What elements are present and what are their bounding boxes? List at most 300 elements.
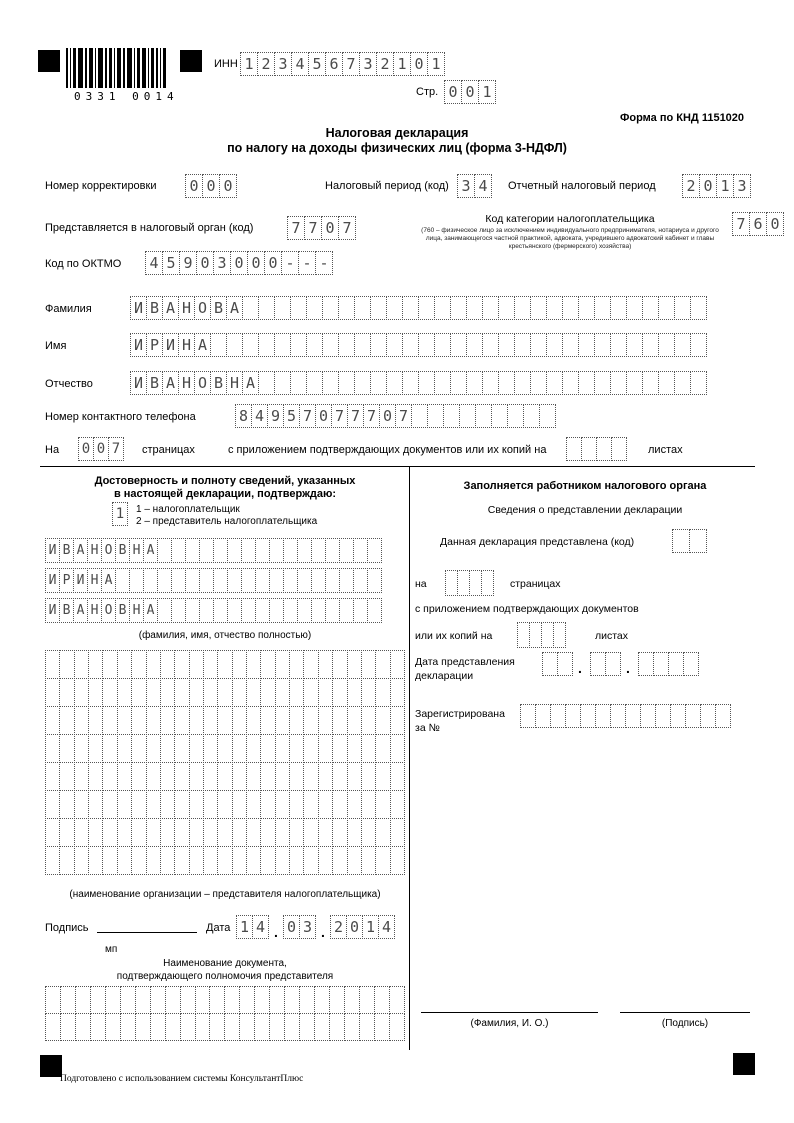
char-cell[interactable] [550, 704, 566, 728]
organization-name-row[interactable] [45, 706, 405, 735]
char-cell[interactable] [498, 296, 515, 320]
char-cell[interactable] [260, 790, 275, 819]
char-cell[interactable] [303, 762, 318, 791]
char-cell[interactable]: - [298, 251, 316, 275]
char-cell[interactable] [375, 818, 390, 847]
char-cell[interactable] [258, 371, 275, 395]
confirm-fio-line2-input[interactable] [45, 568, 382, 593]
oktmo-input[interactable] [145, 251, 333, 275]
char-cell[interactable] [59, 650, 74, 679]
char-cell[interactable] [626, 296, 643, 320]
char-cell[interactable]: 1 [478, 80, 496, 104]
char-cell[interactable] [160, 734, 175, 763]
char-cell[interactable] [174, 650, 189, 679]
char-cell[interactable] [102, 678, 117, 707]
char-cell[interactable] [347, 762, 362, 791]
char-cell[interactable] [353, 568, 368, 593]
char-cell[interactable] [318, 650, 333, 679]
char-cell[interactable] [329, 1013, 345, 1041]
char-cell[interactable] [283, 598, 298, 623]
char-cell[interactable] [498, 371, 515, 395]
char-cell[interactable] [332, 818, 347, 847]
char-cell[interactable]: И [162, 333, 179, 357]
name-input[interactable] [130, 333, 707, 357]
char-cell[interactable] [332, 706, 347, 735]
char-cell[interactable] [386, 371, 403, 395]
char-cell[interactable] [390, 650, 405, 679]
page-number-input[interactable] [444, 80, 496, 104]
char-cell[interactable] [131, 678, 146, 707]
char-cell[interactable] [339, 598, 354, 623]
char-cell[interactable] [466, 371, 483, 395]
char-cell[interactable] [59, 790, 74, 819]
char-cell[interactable] [120, 986, 136, 1014]
char-cell[interactable] [642, 296, 659, 320]
char-cell[interactable] [523, 404, 540, 428]
char-cell[interactable] [275, 790, 290, 819]
char-cell[interactable] [131, 650, 146, 679]
char-cell[interactable] [466, 333, 483, 357]
char-cell[interactable]: 4 [251, 404, 268, 428]
char-cell[interactable]: 7 [108, 437, 124, 461]
char-cell[interactable]: А [101, 568, 116, 593]
char-cell[interactable] [546, 371, 563, 395]
char-cell[interactable] [120, 1013, 136, 1041]
char-cell[interactable] [329, 986, 345, 1014]
char-cell[interactable] [450, 371, 467, 395]
char-cell[interactable] [239, 1013, 255, 1041]
char-cell[interactable] [217, 650, 232, 679]
char-cell[interactable] [361, 846, 376, 875]
char-cell[interactable] [213, 538, 228, 563]
char-cell[interactable] [246, 650, 261, 679]
organization-name-row[interactable] [45, 790, 405, 819]
char-cell[interactable] [289, 678, 304, 707]
char-cell[interactable] [375, 846, 390, 875]
char-cell[interactable] [314, 986, 330, 1014]
char-cell[interactable] [347, 678, 362, 707]
char-cell[interactable] [213, 598, 228, 623]
char-cell[interactable] [217, 734, 232, 763]
char-cell[interactable] [275, 650, 290, 679]
signature-line[interactable] [97, 912, 197, 933]
char-cell[interactable]: Н [87, 538, 102, 563]
char-cell[interactable]: 7 [363, 404, 380, 428]
char-cell[interactable] [227, 598, 242, 623]
char-cell[interactable] [325, 538, 340, 563]
char-cell[interactable]: 9 [267, 404, 284, 428]
char-cell[interactable]: 0 [444, 80, 462, 104]
char-cell[interactable] [102, 762, 117, 791]
char-cell[interactable] [160, 706, 175, 735]
char-cell[interactable] [689, 529, 707, 553]
patronymic-input[interactable] [130, 371, 707, 395]
char-cell[interactable] [174, 734, 189, 763]
char-cell[interactable]: А [242, 371, 259, 395]
char-cell[interactable]: Н [178, 296, 195, 320]
organization-name-row[interactable] [45, 734, 405, 763]
char-cell[interactable] [450, 333, 467, 357]
char-cell[interactable] [674, 333, 691, 357]
char-cell[interactable] [594, 333, 611, 357]
char-cell[interactable] [347, 650, 362, 679]
char-cell[interactable] [131, 790, 146, 819]
char-cell[interactable] [90, 986, 106, 1014]
char-cell[interactable] [390, 706, 405, 735]
char-cell[interactable] [514, 371, 531, 395]
char-cell[interactable]: 2 [682, 174, 700, 198]
char-cell[interactable] [289, 734, 304, 763]
char-cell[interactable] [353, 538, 368, 563]
char-cell[interactable] [306, 371, 323, 395]
inn-input[interactable] [240, 52, 445, 76]
char-cell[interactable] [59, 846, 74, 875]
char-cell[interactable] [674, 296, 691, 320]
char-cell[interactable]: 5 [283, 404, 300, 428]
char-cell[interactable] [255, 538, 270, 563]
char-cell[interactable] [565, 704, 581, 728]
char-cell[interactable] [131, 706, 146, 735]
char-cell[interactable] [189, 762, 204, 791]
tax-period-input[interactable] [457, 174, 492, 198]
char-cell[interactable] [160, 762, 175, 791]
char-cell[interactable]: - [315, 251, 333, 275]
char-cell[interactable] [690, 333, 707, 357]
char-cell[interactable] [289, 706, 304, 735]
char-cell[interactable] [260, 762, 275, 791]
char-cell[interactable] [590, 652, 606, 676]
char-cell[interactable] [290, 371, 307, 395]
date-year-input[interactable] [330, 915, 395, 939]
char-cell[interactable] [344, 1013, 360, 1041]
char-cell[interactable] [402, 296, 419, 320]
char-cell[interactable] [514, 296, 531, 320]
char-cell[interactable]: 4 [291, 52, 309, 76]
char-cell[interactable] [566, 437, 582, 461]
char-cell[interactable] [105, 1013, 121, 1041]
char-cell[interactable] [174, 818, 189, 847]
char-cell[interactable] [318, 790, 333, 819]
char-cell[interactable] [241, 568, 256, 593]
char-cell[interactable] [658, 333, 675, 357]
char-cell[interactable] [283, 538, 298, 563]
char-cell[interactable] [174, 790, 189, 819]
char-cell[interactable] [269, 568, 284, 593]
char-cell[interactable] [642, 333, 659, 357]
char-cell[interactable]: О [194, 296, 211, 320]
char-cell[interactable] [189, 790, 204, 819]
char-cell[interactable] [185, 598, 200, 623]
char-cell[interactable] [389, 986, 405, 1014]
char-cell[interactable]: И [73, 568, 88, 593]
char-cell[interactable] [578, 296, 595, 320]
char-cell[interactable]: 0 [283, 915, 300, 939]
char-cell[interactable]: Н [129, 598, 144, 623]
char-cell[interactable] [59, 706, 74, 735]
char-cell[interactable] [297, 568, 312, 593]
char-cell[interactable] [332, 650, 347, 679]
char-cell[interactable] [367, 538, 382, 563]
char-cell[interactable] [129, 568, 144, 593]
char-cell[interactable] [88, 706, 103, 735]
char-cell[interactable] [88, 790, 103, 819]
char-cell[interactable] [117, 790, 132, 819]
char-cell[interactable] [318, 678, 333, 707]
char-cell[interactable] [339, 538, 354, 563]
char-cell[interactable]: 0 [196, 251, 214, 275]
char-cell[interactable] [160, 790, 175, 819]
char-cell[interactable] [146, 846, 161, 875]
char-cell[interactable] [232, 734, 247, 763]
char-cell[interactable]: А [73, 538, 88, 563]
char-cell[interactable] [610, 296, 627, 320]
char-cell[interactable]: 7 [395, 404, 412, 428]
char-cell[interactable] [275, 762, 290, 791]
char-cell[interactable] [254, 1013, 270, 1041]
char-cell[interactable] [354, 371, 371, 395]
char-cell[interactable] [625, 704, 641, 728]
char-cell[interactable] [203, 790, 218, 819]
char-cell[interactable] [45, 678, 60, 707]
char-cell[interactable]: А [143, 598, 158, 623]
organization-name-row[interactable] [45, 678, 405, 707]
char-cell[interactable] [303, 818, 318, 847]
char-cell[interactable] [361, 678, 376, 707]
char-cell[interactable]: 3 [274, 52, 292, 76]
char-cell[interactable] [303, 706, 318, 735]
char-cell[interactable] [658, 296, 675, 320]
char-cell[interactable]: И [45, 598, 60, 623]
organization-name-row[interactable] [45, 846, 405, 875]
confirm-fio-line1-input[interactable] [45, 538, 382, 563]
char-cell[interactable] [174, 762, 189, 791]
char-cell[interactable] [45, 846, 60, 875]
char-cell[interactable] [303, 678, 318, 707]
char-cell[interactable] [303, 846, 318, 875]
char-cell[interactable]: 7 [342, 52, 360, 76]
char-cell[interactable] [203, 734, 218, 763]
char-cell[interactable]: 9 [179, 251, 197, 275]
char-cell[interactable] [209, 986, 225, 1014]
char-cell[interactable] [59, 818, 74, 847]
char-cell[interactable]: 0 [202, 174, 220, 198]
char-cell[interactable] [59, 678, 74, 707]
char-cell[interactable] [354, 296, 371, 320]
char-cell[interactable] [117, 818, 132, 847]
char-cell[interactable] [246, 734, 261, 763]
char-cell[interactable]: Н [87, 568, 102, 593]
char-cell[interactable]: 0 [315, 404, 332, 428]
char-cell[interactable]: 5 [308, 52, 326, 76]
char-cell[interactable] [275, 846, 290, 875]
char-cell[interactable] [289, 846, 304, 875]
char-cell[interactable]: 1 [716, 174, 734, 198]
char-cell[interactable]: А [194, 333, 211, 357]
char-cell[interactable] [375, 650, 390, 679]
char-cell[interactable] [481, 570, 494, 596]
char-cell[interactable]: 0 [461, 80, 479, 104]
char-cell[interactable]: В [59, 598, 74, 623]
char-cell[interactable] [117, 650, 132, 679]
char-cell[interactable] [74, 650, 89, 679]
submission-date-year-input[interactable] [638, 652, 699, 676]
char-cell[interactable] [232, 818, 247, 847]
char-cell[interactable] [390, 790, 405, 819]
char-cell[interactable] [640, 704, 656, 728]
char-cell[interactable] [217, 706, 232, 735]
char-cell[interactable] [338, 296, 355, 320]
char-cell[interactable] [102, 650, 117, 679]
char-cell[interactable] [102, 706, 117, 735]
char-cell[interactable]: Н [226, 371, 243, 395]
char-cell[interactable] [594, 371, 611, 395]
char-cell[interactable] [610, 371, 627, 395]
char-cell[interactable] [683, 652, 699, 676]
char-cell[interactable] [165, 1013, 181, 1041]
char-cell[interactable] [88, 846, 103, 875]
char-cell[interactable] [347, 818, 362, 847]
char-cell[interactable] [306, 333, 323, 357]
char-cell[interactable] [325, 568, 340, 593]
char-cell[interactable] [594, 296, 611, 320]
char-cell[interactable]: О [101, 538, 116, 563]
char-cell[interactable] [117, 734, 132, 763]
char-cell[interactable] [45, 650, 60, 679]
char-cell[interactable] [88, 734, 103, 763]
correction-input[interactable] [185, 174, 237, 198]
char-cell[interactable]: 4 [474, 174, 492, 198]
char-cell[interactable]: 1 [393, 52, 411, 76]
char-cell[interactable] [390, 846, 405, 875]
char-cell[interactable] [626, 371, 643, 395]
report-year-input[interactable] [682, 174, 751, 198]
char-cell[interactable] [450, 296, 467, 320]
sheets-count-input[interactable] [566, 437, 627, 461]
char-cell[interactable] [402, 371, 419, 395]
char-cell[interactable]: 0 [93, 437, 109, 461]
char-cell[interactable] [418, 333, 435, 357]
char-cell[interactable] [411, 404, 428, 428]
char-cell[interactable] [146, 678, 161, 707]
char-cell[interactable] [131, 762, 146, 791]
char-cell[interactable] [117, 706, 132, 735]
char-cell[interactable]: И [45, 568, 60, 593]
char-cell[interactable] [539, 404, 556, 428]
char-cell[interactable] [418, 296, 435, 320]
char-cell[interactable]: - [281, 251, 299, 275]
char-cell[interactable] [131, 818, 146, 847]
char-cell[interactable] [232, 678, 247, 707]
char-cell[interactable] [361, 650, 376, 679]
char-cell[interactable] [217, 818, 232, 847]
char-cell[interactable]: В [210, 371, 227, 395]
char-cell[interactable] [117, 678, 132, 707]
char-cell[interactable] [199, 598, 214, 623]
char-cell[interactable] [269, 1013, 285, 1041]
char-cell[interactable] [375, 762, 390, 791]
char-cell[interactable] [332, 762, 347, 791]
confirm-fio-line3-input[interactable] [45, 598, 382, 623]
char-cell[interactable] [672, 529, 690, 553]
char-cell[interactable] [359, 986, 375, 1014]
char-cell[interactable] [370, 333, 387, 357]
char-cell[interactable]: 0 [321, 216, 339, 240]
char-cell[interactable] [189, 846, 204, 875]
char-cell[interactable] [595, 704, 611, 728]
char-cell[interactable]: 6 [325, 52, 343, 76]
char-cell[interactable]: Н [178, 333, 195, 357]
submission-date-day-input[interactable] [542, 652, 573, 676]
char-cell[interactable] [189, 818, 204, 847]
char-cell[interactable] [195, 1013, 211, 1041]
char-cell[interactable] [390, 762, 405, 791]
char-cell[interactable] [332, 678, 347, 707]
char-cell[interactable] [658, 371, 675, 395]
char-cell[interactable]: 8 [235, 404, 252, 428]
char-cell[interactable] [318, 846, 333, 875]
char-cell[interactable] [275, 734, 290, 763]
char-cell[interactable] [638, 652, 654, 676]
char-cell[interactable] [232, 762, 247, 791]
char-cell[interactable] [375, 790, 390, 819]
char-cell[interactable] [535, 704, 551, 728]
char-cell[interactable]: В [115, 598, 130, 623]
date-month-input[interactable] [283, 915, 316, 939]
char-cell[interactable]: 7 [299, 404, 316, 428]
char-cell[interactable] [605, 652, 621, 676]
char-cell[interactable] [217, 790, 232, 819]
char-cell[interactable]: В [115, 538, 130, 563]
char-cell[interactable] [668, 652, 684, 676]
char-cell[interactable] [60, 1013, 76, 1041]
char-cell[interactable] [227, 538, 242, 563]
char-cell[interactable] [239, 986, 255, 1014]
char-cell[interactable] [434, 333, 451, 357]
char-cell[interactable] [260, 846, 275, 875]
char-cell[interactable] [105, 986, 121, 1014]
char-cell[interactable] [275, 678, 290, 707]
char-cell[interactable] [160, 846, 175, 875]
char-cell[interactable] [318, 734, 333, 763]
char-cell[interactable] [150, 986, 166, 1014]
char-cell[interactable] [269, 598, 284, 623]
char-cell[interactable] [227, 568, 242, 593]
char-cell[interactable] [203, 678, 218, 707]
char-cell[interactable]: 3 [457, 174, 475, 198]
char-cell[interactable] [580, 704, 596, 728]
char-cell[interactable]: 0 [185, 174, 203, 198]
char-cell[interactable] [217, 678, 232, 707]
char-cell[interactable] [390, 818, 405, 847]
char-cell[interactable] [189, 706, 204, 735]
authority-document-row[interactable] [45, 986, 405, 1014]
char-cell[interactable] [117, 846, 132, 875]
char-cell[interactable]: 1 [236, 915, 253, 939]
char-cell[interactable]: 4 [252, 915, 269, 939]
char-cell[interactable] [361, 706, 376, 735]
char-cell[interactable] [165, 986, 181, 1014]
char-cell[interactable] [160, 650, 175, 679]
char-cell[interactable] [232, 846, 247, 875]
char-cell[interactable]: А [226, 296, 243, 320]
char-cell[interactable] [611, 437, 627, 461]
char-cell[interactable] [344, 986, 360, 1014]
char-cell[interactable] [242, 333, 259, 357]
char-cell[interactable] [314, 1013, 330, 1041]
char-cell[interactable] [514, 333, 531, 357]
char-cell[interactable]: Н [87, 598, 102, 623]
char-cell[interactable] [275, 706, 290, 735]
